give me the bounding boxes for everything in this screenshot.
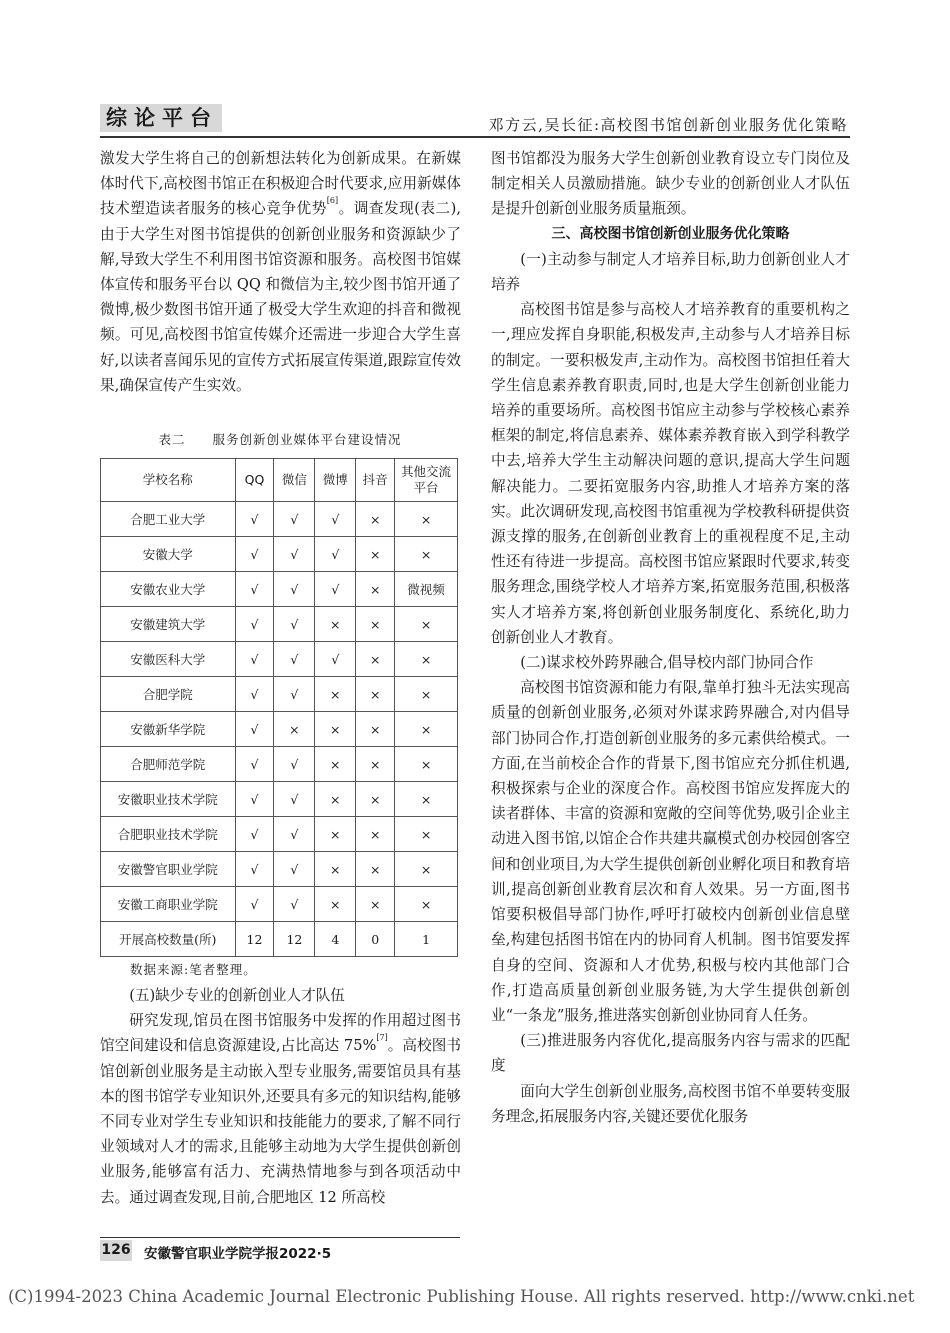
section-heading-3: 三、高校图书馆创新创业服务优化策略 [551,225,790,242]
table-cell-school: 安徽大学 [101,537,236,572]
table-cell: 0 [356,922,395,957]
table-cell: × [395,607,458,642]
table-cell: √ [235,642,274,677]
table-cell: √ [235,572,274,607]
paragraph-5 [100,1008,461,1210]
running-title: 邓方云,吴长征:高校图书馆创新创业服务优化策略 [488,116,848,134]
media-platform-table [100,458,458,957]
table-cell: × [356,782,395,817]
table-cell: √ [315,537,356,572]
table-cell: × [395,887,458,922]
table-cell: × [356,817,395,852]
table-row [101,852,458,887]
table-cell: × [315,607,356,642]
citation-6: [6] [326,196,339,206]
table-cell: × [356,747,395,782]
table-cell: × [315,677,356,712]
subheading-5: (五)缺少专业的创新创业人才队伍 [129,987,345,1004]
table-cell: × [315,747,356,782]
table-cell: 1 [395,922,458,957]
paragraph-intro [100,146,461,398]
table-row [101,537,458,572]
table-cell: √ [235,887,274,922]
table-cell: √ [315,642,356,677]
table-cell-school: 合肥师范学院 [101,747,236,782]
table-row [101,887,458,922]
table-cell: × [395,747,458,782]
table-cell-school: 安徽医科大学 [101,642,236,677]
header-other: 其他交流平台 [395,459,458,502]
left-column-bottom [100,983,461,1210]
table-row [101,922,458,957]
header-weibo: 微博 [315,459,356,502]
table-cell: × [315,817,356,852]
table-cell: √ [274,677,315,712]
table-cell: √ [274,607,315,642]
table-row [101,782,458,817]
table-cell: × [356,712,395,747]
table-cell: × [315,852,356,887]
page-number: 126 [100,1240,132,1261]
table-cell: √ [235,607,274,642]
subheading-2: (二)谋求校外跨界融合,倡导校内部门协同合作 [520,654,814,672]
table-cell: × [395,817,458,852]
table-cell: √ [274,782,315,817]
table-cell: √ [315,572,356,607]
table-cell: √ [235,537,274,572]
table-cell: × [395,712,458,747]
table-cell: √ [274,817,315,852]
table-cell-school: 安徽农业大学 [101,572,236,607]
subheading-3: (三)推进服务内容优化,提高服务内容与需求的匹配度 [491,1032,850,1075]
paragraph-cont: 图书馆都没为服务大学生创新创业教育设立专门岗位及制定相关人员激励措施。缺少专业的创新创业人才队伍是提升创新创业服务质量瓶颈。 [491,150,850,218]
section-tag: 综论平台 [100,104,222,132]
table-cell: × [315,887,356,922]
right-column [491,146,850,1129]
table-row [101,817,458,852]
table-cell: × [356,852,395,887]
table-cell-school: 合肥学院 [101,677,236,712]
header-wechat: 微信 [274,459,315,502]
table-row [101,607,458,642]
table-row [101,572,458,607]
table-cell-school: 安徽职业技术学院 [101,782,236,817]
table-cell: × [356,572,395,607]
table-row [101,502,458,537]
table-cell: × [395,782,458,817]
table-cell: √ [274,572,315,607]
table-caption: 表二 服务创新创业媒体平台建设情况 [158,432,402,447]
copyright-line: (C)1994-2023 China Academic Journal Electronic Publishing House. All rights reserved. http://www.cnki.net [8,1287,915,1306]
table-cell: 12 [235,922,274,957]
table-cell-school: 开展高校数量(所) [101,922,236,957]
table-cell-school: 合肥工业大学 [101,502,236,537]
text-run: 。高校图书馆创新创业服务是主动嵌入型专业服务,需要馆员具有基本的图书馆学专业知识外,还要具有多元的知识结构,能够不同专业对学生专业知识和技能能力的要求,了解不同行业领域对人才的需求,且能够主动地为大学生提供创新创业服务,能够富有活力、充满热情地参与到各项活动中去。通过调查发现,目前,合肥地区 12 所高校 [100,1037,461,1206]
text-run: 。调查发现(表二),由于大学生对图书馆提供的创新创业服务和资源缺少了解,导致大学生不利用图书馆资源和服务。高校图书馆媒体宣传和服务平台以 QQ 和微信为主,较少图书馆开通了微博,极少数图书馆开通了极受大学生欢迎的抖音和微视频。可见,高校图书馆宣传媒介还需进一步迎合大学生喜好,以读者喜闻乐见的宣传方式拓展宣传渠道,跟踪宣传效果,确保宣传产生实效。 [100,200,461,394]
table-cell: × [395,502,458,537]
table-cell: √ [274,747,315,782]
table-cell: √ [274,887,315,922]
header-school: 学校名称 [101,459,236,502]
table-cell-school: 安徽建筑大学 [101,607,236,642]
table-cell: √ [235,712,274,747]
table-cell: × [356,887,395,922]
table-cell: √ [235,747,274,782]
table-cell: √ [235,852,274,887]
table-cell: √ [235,817,274,852]
text-run: 研究发现,馆员在图书馆服务中发挥的作用超过图书馆空间建设和信息资源建设,占比高达 75% [100,1012,461,1055]
table-cell: √ [274,642,315,677]
table-cell: √ [235,502,274,537]
table-cell: × [315,782,356,817]
table-cell: × [356,537,395,572]
table-source-note: 数据来源:笔者整理。 [130,962,257,977]
paragraph-2: 高校图书馆资源和能力有限,靠单打独斗无法实现高质量的创新创业服务,必须对外谋求跨界融合,对内倡导部门协同合作,打造创新创业服务的多元素供给模式。一方面,在当前校企合作的背景下,图书馆应充分抓住机遇,积极探索与企业的深度合作。高校图书馆应发挥庞大的读者群体、丰富的资源和宽敞的空间等优势,吸引企业主动进入图书馆,以馆企合作共建共赢模式创办校园创客空间和创业项目,为大学生提供创新创业孵化项目和教育培训,提高创新创业教育层次和育人效果。另一方面,图书馆要积极倡导部门协作,呼吁打破校内创新创业信息壁垒,构建包括图书馆在内的协同育人机制。图书馆要发挥自身的空间、资源和人才优势,积极与校内其他部门合作,打造高质量创新创业服务链,为大学生提供创新创业“一条龙”服务,推进落实创新创业协同育人任务。 [491,679,850,1024]
table-row [101,712,458,747]
subheading-1: (一)主动参与制定人才培养目标,助力创新创业人才培养 [491,250,850,294]
header-douyin: 抖音 [356,459,395,502]
table-cell: × [356,502,395,537]
table-cell: × [395,677,458,712]
paragraph-1: 高校图书馆是参与高校人才培养教育的重要机构之一,理应发挥自身职能,积极发声,主动参与人才培养目标的制定。一要积极发声,主动作为。高校图书馆担任着大学生信息素养教育职责,同时,也是大学生创新创业能力培养的重要场所。高校图书馆应主动参与学校核心素养框架的制定,将信息素养、媒体素养教育嵌入到学科教学中去,培养大学生主动解决问题的意识,提高大学生问题解决能力。二要拓宽服务内容,助推人才培养方案的落实。此次调研发现,高校图书馆重视为学校教科研提供资源支撑的服务,在创新创业教育上的重视程度不足,主动性还有待进一步提高。高校图书馆应紧跟时代要求,转变服务理念,围绕学校人才培养方案,拓宽服务范围,积极落实人才培养方案,将创新创业服务制度化、系统化,助力创新创业人才教育。 [491,301,850,646]
table-cell: 4 [315,922,356,957]
table-cell-school: 安徽工商职业学院 [101,887,236,922]
table-cell: √ [315,502,356,537]
table-cell: × [395,852,458,887]
citation-7: [7] [376,1033,388,1043]
table-header-row [101,459,458,502]
table-cell: × [395,642,458,677]
table-cell: × [356,642,395,677]
table-cell-school: 合肥职业技术学院 [101,817,236,852]
table-cell: √ [274,502,315,537]
table-cell-school: 安徽警官职业学院 [101,852,236,887]
paragraph-3: 面向大学生创新创业服务,高校图书馆不单要转变服务理念,拓展服务内容,关键还要优化服务 [491,1082,850,1125]
table-cell: √ [235,677,274,712]
left-column-top [100,146,461,398]
table-cell: × [315,712,356,747]
table-cell: 微视频 [395,572,458,607]
table-cell: × [356,607,395,642]
table-cell: √ [235,782,274,817]
table-cell: × [356,677,395,712]
table-row [101,677,458,712]
header-rule [100,136,850,138]
table-cell: × [395,537,458,572]
footer-rule [100,1237,460,1238]
table-row [101,747,458,782]
table-cell: × [274,712,315,747]
table-cell: 12 [274,922,315,957]
table-cell-school: 安徽新华学院 [101,712,236,747]
text-run: 激发大学生将自己的创新想法转化为创新成果。在新媒体时代下,高校图书馆正在积极迎合时代要求,应用新媒体技术塑造读者服务的核心竞争优势 [100,150,461,218]
table-cell: √ [274,852,315,887]
header-qq: QQ [235,459,274,502]
journal-name: 安徽警官职业学院学报2022·5 [144,1246,332,1262]
table-cell: √ [274,537,315,572]
table-row [101,642,458,677]
table-body [101,502,458,957]
